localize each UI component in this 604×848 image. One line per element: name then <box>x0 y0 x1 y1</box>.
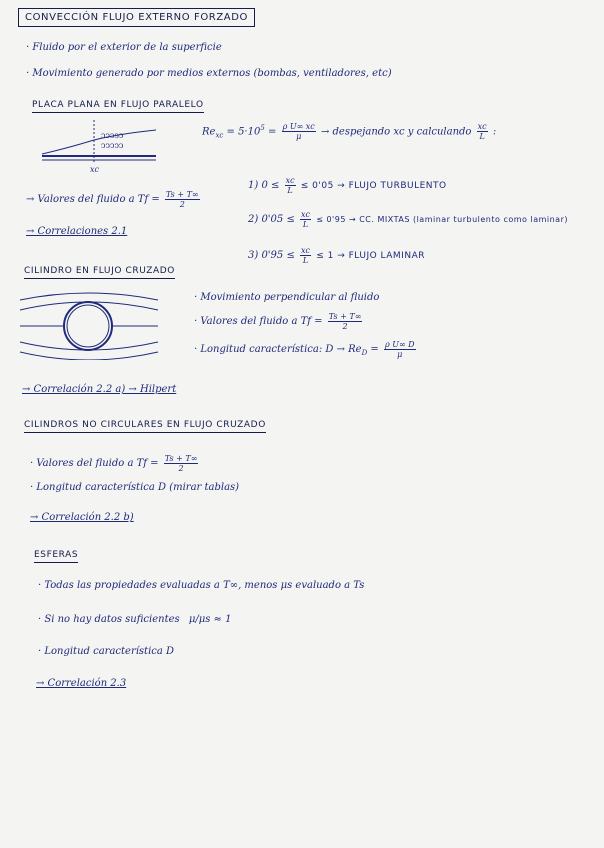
ratio-end: : <box>492 126 497 138</box>
cilindro-bullet-2-prefix: · Valores del fluido a Tf = <box>194 316 323 327</box>
case-3-den: L <box>302 256 309 265</box>
cilindro-bullet-3 <box>194 340 418 359</box>
cilindro-bullet-3-sub: D <box>361 349 368 357</box>
esferas-bullet-3: · Longitud característica D <box>38 646 175 657</box>
case-1-fraction <box>285 176 296 195</box>
placa-valores-num: Ts + T∞ <box>165 190 199 199</box>
case-2 <box>248 210 568 229</box>
case-3-num: xc <box>301 246 311 255</box>
cilindro-bullet-3-eq: = <box>370 344 379 355</box>
no-circular-bullet-1-den: 2 <box>178 464 184 473</box>
case-1 <box>248 176 447 195</box>
flat-plate-diagram <box>38 118 162 170</box>
case-2-den: L <box>302 220 309 229</box>
placa-valores-prefix: → Valores del fluido a Tf = <box>26 194 160 205</box>
case-2-fraction <box>300 210 311 229</box>
case-1-post: ≤ 0'05 → FLUJO TURBULENTO <box>300 181 447 191</box>
placa-valores-fraction <box>165 190 200 209</box>
intro-bullet-1: · Fluido por el exterior de la superficie <box>26 42 222 53</box>
intro-bullet-2: · Movimiento generado por medios externos (bombas, ventiladores, etc) <box>26 68 392 79</box>
placa-valores-den: 2 <box>179 200 185 209</box>
cilindro-bullet-3-den: μ <box>397 350 403 359</box>
cilindro-bullet-3-fraction <box>384 340 416 359</box>
case-3-pre: 3) 0'95 ≤ <box>248 250 295 261</box>
placa-valores <box>26 190 202 209</box>
esferas-bullet-1: · Todas las propiedades evaluadas a T∞, menos μs evaluado a Ts <box>38 580 365 591</box>
esferas-heading: ESFERAS <box>34 550 78 563</box>
re-sub: xc <box>215 131 224 140</box>
re-eq: = 5·10 <box>226 126 261 138</box>
page-title: CONVECCIÓN FLUJO EXTERNO FORZADO <box>18 8 255 27</box>
svg-text:ↄↄↄↄↄ: ↄↄↄↄↄ <box>101 141 124 150</box>
re-eq2: = <box>268 126 277 138</box>
case-1-num: xc <box>285 176 295 185</box>
re-fraction <box>282 122 316 141</box>
cilindro-correlation-link[interactable]: → Correlación 2.2 a) → Hilpert <box>22 384 177 395</box>
reynolds-expression <box>202 122 496 141</box>
case-1-pre: 1) 0 ≤ <box>248 180 280 191</box>
cilindro-bullet-2 <box>194 312 364 331</box>
ratio-fraction <box>477 122 488 141</box>
esferas-correlation-link[interactable]: → Correlación 2.3 <box>36 678 127 689</box>
no-circular-heading: CILINDROS NO CIRCULARES EN FLUJO CRUZADO <box>24 420 266 433</box>
case-3-fraction <box>300 246 311 265</box>
ratio-num: xc <box>477 122 487 132</box>
case-2-post: ≤ 0'95 → CC. MIXTAS (laminar turbulento como laminar) <box>316 215 568 224</box>
cilindro-bullet-2-fraction <box>328 312 363 331</box>
no-circular-bullet-2: · Longitud característica D (mirar tablas) <box>30 482 240 493</box>
case-2-pre: 2) 0'05 ≤ <box>248 214 295 225</box>
no-circular-bullet-1-prefix: · Valores del fluido a Tf = <box>30 458 159 469</box>
case-3 <box>248 246 425 265</box>
placa-heading: PLACA PLANA EN FLUJO PARALELO <box>32 100 204 113</box>
case-2-num: xc <box>301 210 311 219</box>
xc-label: xc <box>90 165 99 174</box>
no-circular-bullet-1-fraction <box>164 454 199 473</box>
no-circular-bullet-1 <box>30 454 200 473</box>
cilindro-bullet-3-num: ρ U∞ D <box>384 340 415 349</box>
placa-correlation-link[interactable]: → Correlaciones 2.1 <box>26 226 128 237</box>
no-circular-bullet-1-num: Ts + T∞ <box>164 454 198 463</box>
re-exp: 5 <box>260 124 265 132</box>
cilindro-heading: CILINDRO EN FLUJO CRUZADO <box>24 266 175 279</box>
cylinder-crossflow-diagram <box>18 292 160 360</box>
cilindro-bullet-2-den: 2 <box>342 322 348 331</box>
cilindro-bullet-2-num: Ts + T∞ <box>328 312 362 321</box>
case-3-post: ≤ 1 → FLUJO LAMINAR <box>316 251 425 261</box>
ratio-den: L <box>479 132 485 142</box>
esferas-bullet-2 <box>38 614 231 626</box>
re-left: Re <box>202 126 216 138</box>
cilindro-bullet-1: · Movimiento perpendicular al fluido <box>194 292 380 303</box>
re-den: μ <box>296 132 302 142</box>
svg-text:ↄↄↄↄↄ: ↄↄↄↄↄ <box>101 131 124 140</box>
case-1-den: L <box>287 186 293 195</box>
re-tail: → despejando xc y calculando <box>320 126 472 138</box>
no-circular-correlation-link[interactable]: → Correlación 2.2 b) <box>30 512 134 523</box>
re-num: ρ U∞ xc <box>282 122 315 132</box>
esferas-bullet-2-prefix: · Si no hay datos suficientes <box>38 614 180 625</box>
cilindro-bullet-3-prefix: · Longitud característica: D → Re <box>194 344 362 355</box>
esferas-bullet-2-ratio: μ/μs ≈ 1 <box>188 614 232 625</box>
